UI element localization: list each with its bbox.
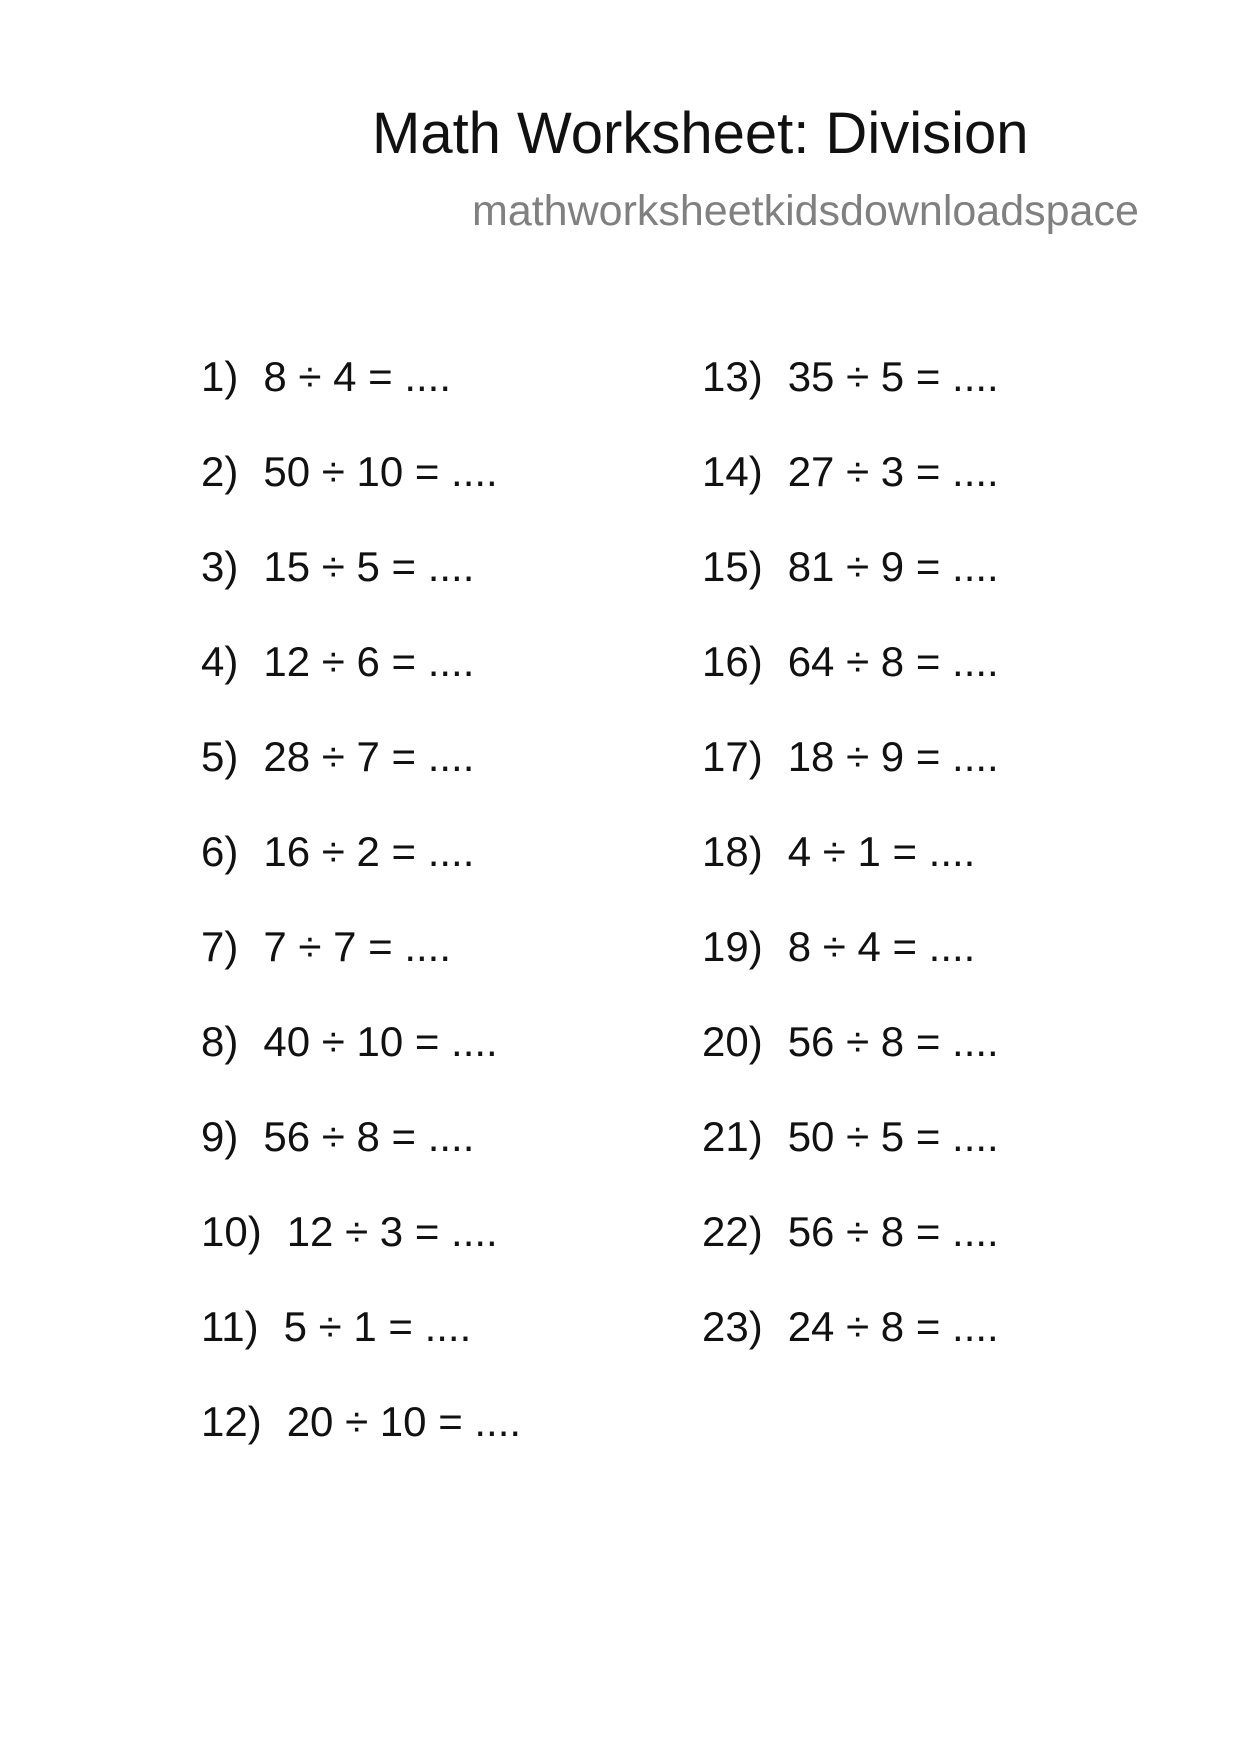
problem-number: 18)	[702, 828, 763, 875]
problem-number: 2)	[201, 448, 239, 495]
problem-expression: 8 ÷ 4 = ....	[787, 923, 976, 970]
problem-item	[702, 729, 999, 824]
problem-expression: 24 ÷ 8 = ....	[787, 1303, 999, 1350]
problem-number: 13)	[702, 353, 763, 400]
problem-expression: 50 ÷ 5 = ....	[787, 1113, 999, 1160]
problem-expression: 5 ÷ 1 = ....	[283, 1303, 472, 1350]
problem-expression: 4 ÷ 1 = ....	[787, 828, 976, 875]
problem-item	[702, 1109, 999, 1204]
problem-expression: 18 ÷ 9 = ....	[787, 733, 999, 780]
page-subtitle: mathworksheetkidsdownloadspace	[472, 187, 1139, 235]
problem-item	[702, 1299, 999, 1394]
problem-item	[201, 634, 521, 729]
problem-expression: 15 ÷ 5 = ....	[263, 543, 475, 590]
problem-item	[201, 729, 521, 824]
problem-expression: 12 ÷ 3 = ....	[286, 1208, 498, 1255]
problem-item	[201, 1014, 521, 1109]
problem-expression: 7 ÷ 7 = ....	[263, 923, 452, 970]
problem-expression: 56 ÷ 8 = ....	[263, 1113, 475, 1160]
problem-number: 14)	[702, 448, 763, 495]
problem-expression: 20 ÷ 10 = ....	[286, 1398, 522, 1445]
problem-expression: 50 ÷ 10 = ....	[263, 448, 498, 495]
problem-expression: 56 ÷ 8 = ....	[787, 1208, 999, 1255]
problem-item	[702, 444, 999, 539]
problem-expression: 40 ÷ 10 = ....	[263, 1018, 498, 1065]
problem-expression: 35 ÷ 5 = ....	[787, 353, 999, 400]
page-title: Math Worksheet: Division	[372, 101, 1029, 166]
problem-item	[201, 919, 521, 1014]
problem-number: 16)	[702, 638, 763, 685]
problem-item	[201, 1204, 521, 1299]
problem-number: 9)	[201, 1113, 239, 1160]
problem-item	[201, 539, 521, 634]
problem-number: 23)	[702, 1303, 763, 1350]
problem-number: 15)	[702, 543, 763, 590]
problem-item	[702, 1014, 999, 1109]
problem-number: 22)	[702, 1208, 763, 1255]
problem-number: 5)	[201, 733, 239, 780]
problem-number: 12)	[201, 1398, 262, 1445]
problem-item	[702, 919, 999, 1014]
problem-item	[702, 1204, 999, 1299]
problem-column-left	[201, 349, 521, 1489]
problem-number: 11)	[201, 1303, 259, 1350]
problem-number: 21)	[702, 1113, 763, 1160]
problem-number: 8)	[201, 1018, 239, 1065]
problem-number: 20)	[702, 1018, 763, 1065]
problem-expression: 81 ÷ 9 = ....	[787, 543, 999, 590]
problem-number: 3)	[201, 543, 239, 590]
problem-expression: 64 ÷ 8 = ....	[787, 638, 999, 685]
problem-expression: 28 ÷ 7 = ....	[263, 733, 475, 780]
problem-number: 10)	[201, 1208, 262, 1255]
problem-expression: 27 ÷ 3 = ....	[787, 448, 999, 495]
problem-expression: 8 ÷ 4 = ....	[263, 353, 452, 400]
problem-item	[201, 444, 521, 539]
problem-expression: 16 ÷ 2 = ....	[263, 828, 475, 875]
problem-number: 4)	[201, 638, 239, 685]
problem-number: 19)	[702, 923, 763, 970]
problem-column-right	[702, 349, 999, 1394]
problem-item	[201, 349, 521, 444]
problem-item	[702, 539, 999, 634]
problem-number: 1)	[201, 353, 239, 400]
problem-number: 17)	[702, 733, 763, 780]
problem-item	[201, 1109, 521, 1204]
problem-number: 6)	[201, 828, 239, 875]
problem-item	[702, 349, 999, 444]
problem-number: 7)	[201, 923, 239, 970]
problem-item	[201, 824, 521, 919]
problem-expression: 12 ÷ 6 = ....	[263, 638, 475, 685]
problem-item	[201, 1299, 521, 1394]
problem-item	[201, 1394, 521, 1489]
problem-expression: 56 ÷ 8 = ....	[787, 1018, 999, 1065]
problem-item	[702, 634, 999, 729]
problem-item	[702, 824, 999, 919]
